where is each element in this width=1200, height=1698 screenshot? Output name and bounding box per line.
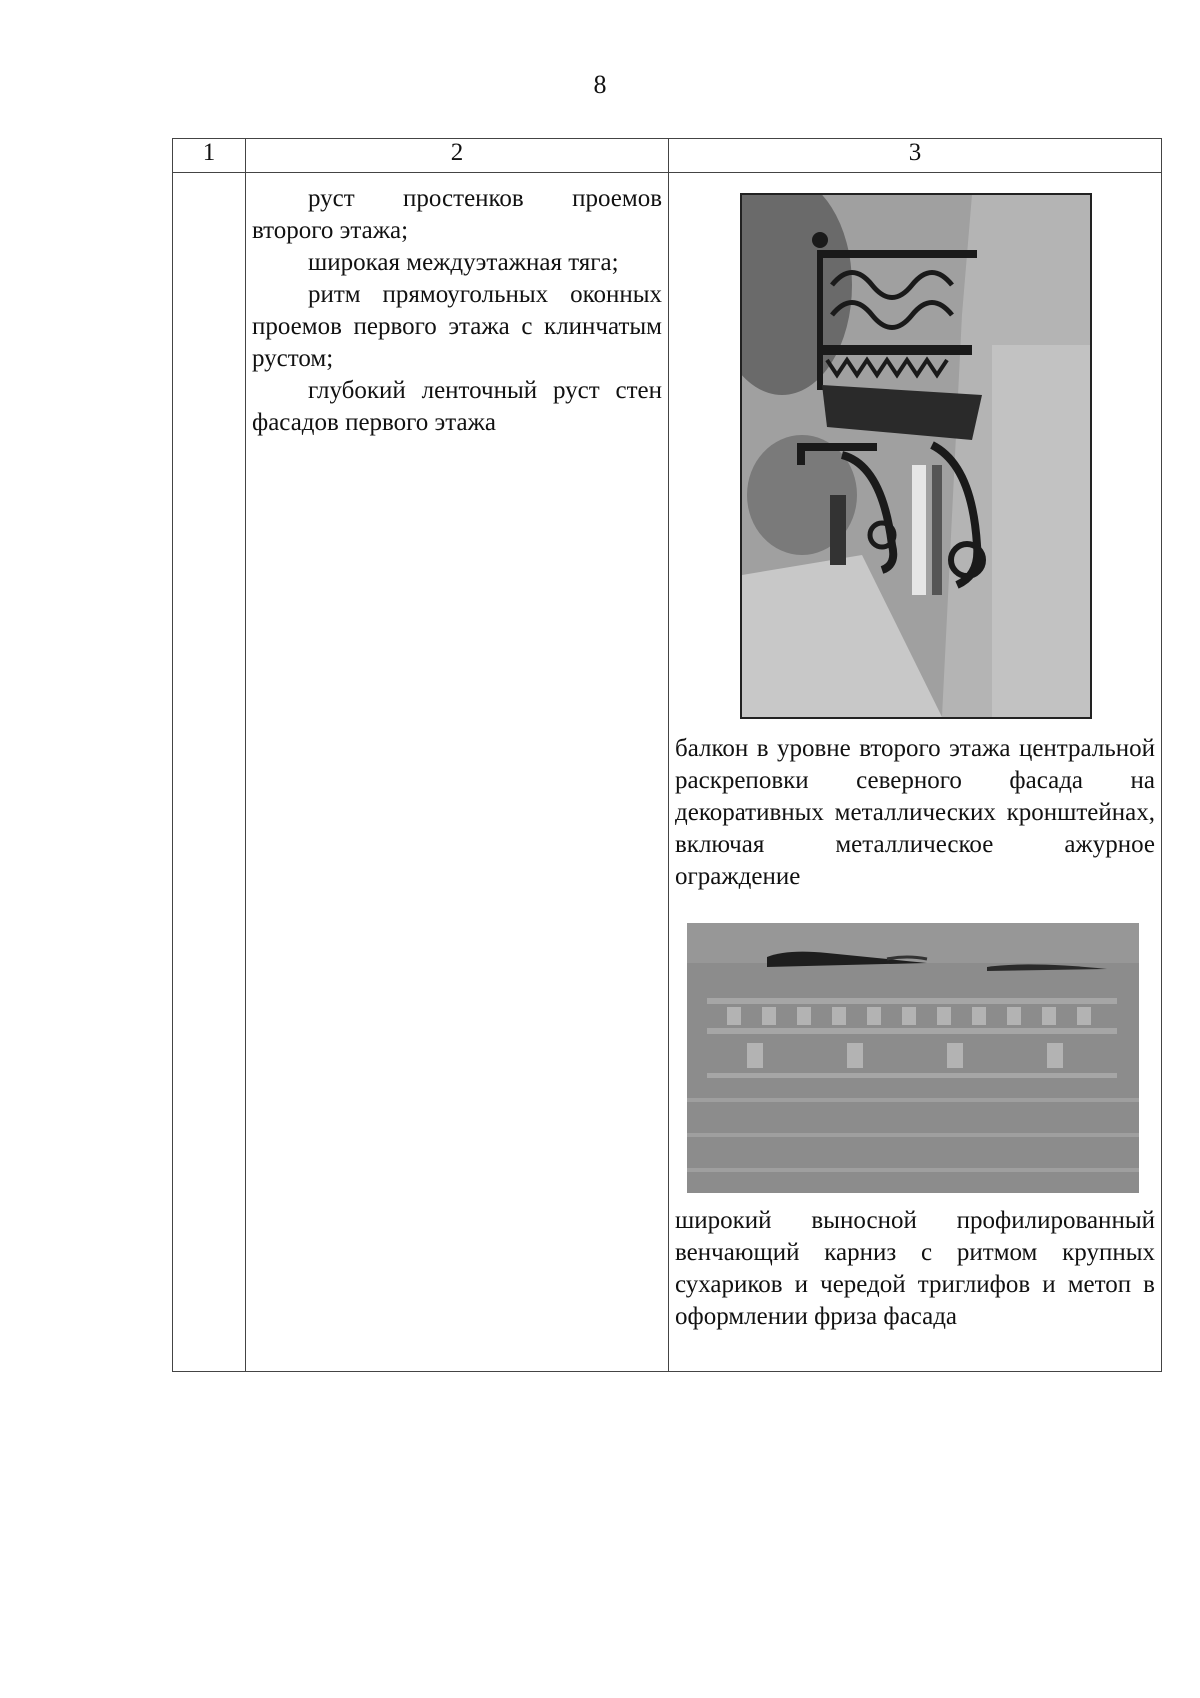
- table-header-col2: 2: [246, 139, 669, 173]
- balcony-photo-image: [742, 195, 1090, 717]
- balcony-caption: балкон в уровне второго этажа центральной раскреповки северного фасада на декоративных металлических кронштейнах, включая металлическое ажурное ограждение: [675, 735, 1155, 890]
- table-header-col1: 1: [173, 139, 246, 173]
- feature-band-rustication: глубокий ленточный руст стен фасадов первого этажа: [252, 377, 662, 436]
- cell-description: [246, 173, 669, 1372]
- cornice-photo-image: [687, 923, 1139, 1193]
- balcony-photo: [740, 193, 1092, 719]
- feature-string-course: широкая междуэтажная тяга;: [308, 249, 619, 276]
- page-number: 8: [593, 70, 607, 99]
- feature-window-rhythm: ритм прямоугольных оконных проемов первого этажа с клинчатым рустом;: [252, 281, 662, 372]
- cornice-photo: [687, 923, 1139, 1193]
- feature-rustication-piers: руст простенков проемов второго этажа;: [252, 185, 662, 244]
- table-header-row: [173, 139, 1162, 173]
- cell-illustrations: [669, 173, 1162, 1372]
- monument-features-table: [172, 138, 1162, 1372]
- table-header-col3: 3: [669, 139, 1162, 173]
- cornice-caption: широкий выносной профилированный венчающий карниз с ритмом крупных сухариков и чередой триглифов и метоп в оформлении фриза фасада: [675, 1207, 1155, 1330]
- table-row: [173, 173, 1162, 1372]
- cell-number: [173, 173, 246, 1372]
